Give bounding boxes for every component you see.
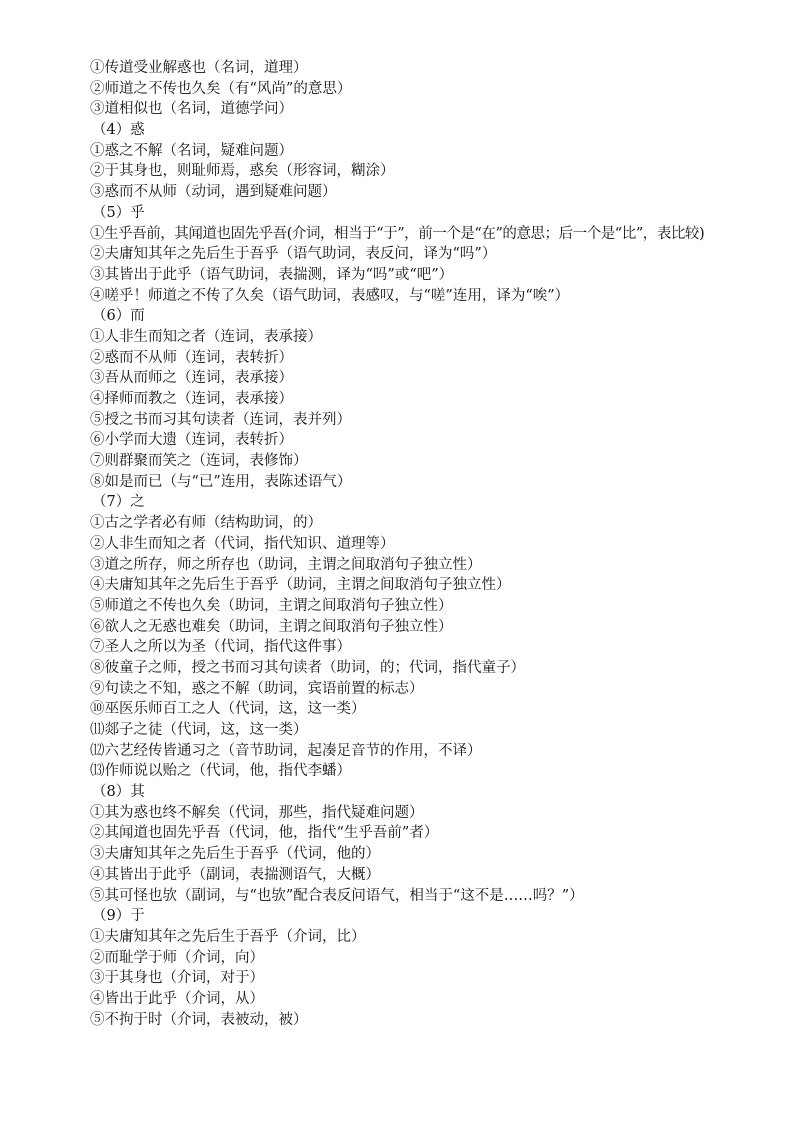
list-item: ③其皆出于此乎（语气助词，表揣测，译为“吗”或“吧”） xyxy=(90,266,454,283)
list-item: ①传道受业解惑也（名词，道理） xyxy=(90,60,308,76)
list-item: ③道相似也（名词，道德学问） xyxy=(90,101,293,118)
list-item: ②于其身也，则耻师焉，惑矣（形容词，糊涂） xyxy=(90,163,395,180)
list-item: ②夫庸知其年之先后生于吾乎（语气助词，表反问，译为“吗”） xyxy=(90,246,497,263)
list-item: ①惑之不解（名词，疑难问题） xyxy=(90,142,293,159)
section-heading: （6）而 xyxy=(92,308,145,325)
list-item: ②而耻学于师（介词，向） xyxy=(90,949,264,966)
list-item: ②师道之不传也久矣（有“风尚”的意思） xyxy=(90,80,352,97)
list-item: ①生乎吾前，其闻道也固先乎吾(介词，相当于“于”，前一个是“在”的意思；后一个是“比”，表比较) xyxy=(90,225,705,242)
list-item: ②人非生而知之者（代词，指代知识、道理等） xyxy=(90,535,395,552)
list-item: ⑥欲人之无惑也难矣（助词，主谓之间取消句子独立性） xyxy=(90,618,453,635)
list-item: ②惑而不从师（连词，表转折） xyxy=(90,349,293,366)
list-item: ⑧如是而已（与“已”连用，表陈述语气） xyxy=(90,473,352,490)
list-item: ③于其身也（介词，对于） xyxy=(90,970,264,987)
list-item: ⑥小学而大遗（连词，表转折） xyxy=(90,432,293,449)
list-item: ⒀作师说以贻之（代词，他，指代李蟠） xyxy=(90,763,351,780)
list-item: ⑨句读之不知，惑之不解（助词，宾语前置的标志） xyxy=(90,680,424,697)
list-item: ④其皆出于此乎（副词，表揣测语气，大概） xyxy=(90,866,380,883)
section-heading: （8）其 xyxy=(92,784,145,801)
list-item: ⑤师道之不传也久矣（助词，主谓之间取消句子独立性） xyxy=(90,597,453,614)
list-item: ③吾从而师之（连词，表承接） xyxy=(90,370,293,387)
list-item: ⑾郯子之徒（代词，这，这一类） xyxy=(90,722,308,739)
list-item: ⑤授之书而习其句读者（连词，表并列） xyxy=(90,411,351,428)
list-item: ②其闻道也固先乎吾（代词，他，指代“生乎吾前”者） xyxy=(90,825,439,842)
list-item: ①夫庸知其年之先后生于吾乎（介词，比） xyxy=(90,928,366,945)
list-item: ①其为惑也终不解矣（代词，那些，指代疑难问题） xyxy=(90,804,424,821)
list-item: ③惑而不从师（动词，遇到疑难问题） xyxy=(90,184,337,201)
document-body xyxy=(62,58,734,1030)
list-item: ④嗟乎！师道之不传了久矣（语气助词，表感叹，与“嗟”连用，译为“唉”） xyxy=(90,287,570,304)
list-item: ⑦圣人之所以为圣（代词，指代这件事） xyxy=(90,639,351,656)
section-heading: （7）之 xyxy=(92,494,145,511)
section-heading: （9）于 xyxy=(92,908,145,925)
list-item: ⑤其可怪也欤（副词，与“也欤”配合表反问语气，相当于“这不是……吗？”） xyxy=(90,887,584,904)
list-item: ④择师而教之（连词，表承接） xyxy=(90,391,293,408)
list-item: ⑦则群聚而笑之（连词，表修饰） xyxy=(90,453,308,470)
list-item: ③道之所存，师之所存也（助词，主谓之间取消句子独立性） xyxy=(90,556,482,573)
section-heading: （5）乎 xyxy=(92,204,145,221)
list-item: ⑧彼童子之师，授之书而习其句读者（助词，的；代词，指代童子） xyxy=(90,659,525,676)
list-item: ④夫庸知其年之先后生于吾乎（助词，主谓之间取消句子独立性） xyxy=(90,577,511,594)
list-item: ①古之学者必有师（结构助词，的） xyxy=(90,515,322,532)
list-item: ①人非生而知之者（连词，表承接） xyxy=(90,328,322,345)
list-item: ⑤不拘于时（介词，表被动，被） xyxy=(90,1011,308,1028)
list-item: ④皆出于此乎（介词，从） xyxy=(90,990,264,1007)
section-heading: （4）惑 xyxy=(92,122,145,139)
list-item: ③夫庸知其年之先后生于吾乎（代词，他的） xyxy=(90,846,380,863)
list-item: ⑿六艺经传皆通习之（音节助词，起凑足音节的作用，不译） xyxy=(90,742,482,759)
list-item: ⑩巫医乐师百工之人（代词，这，这一类） xyxy=(90,701,366,718)
